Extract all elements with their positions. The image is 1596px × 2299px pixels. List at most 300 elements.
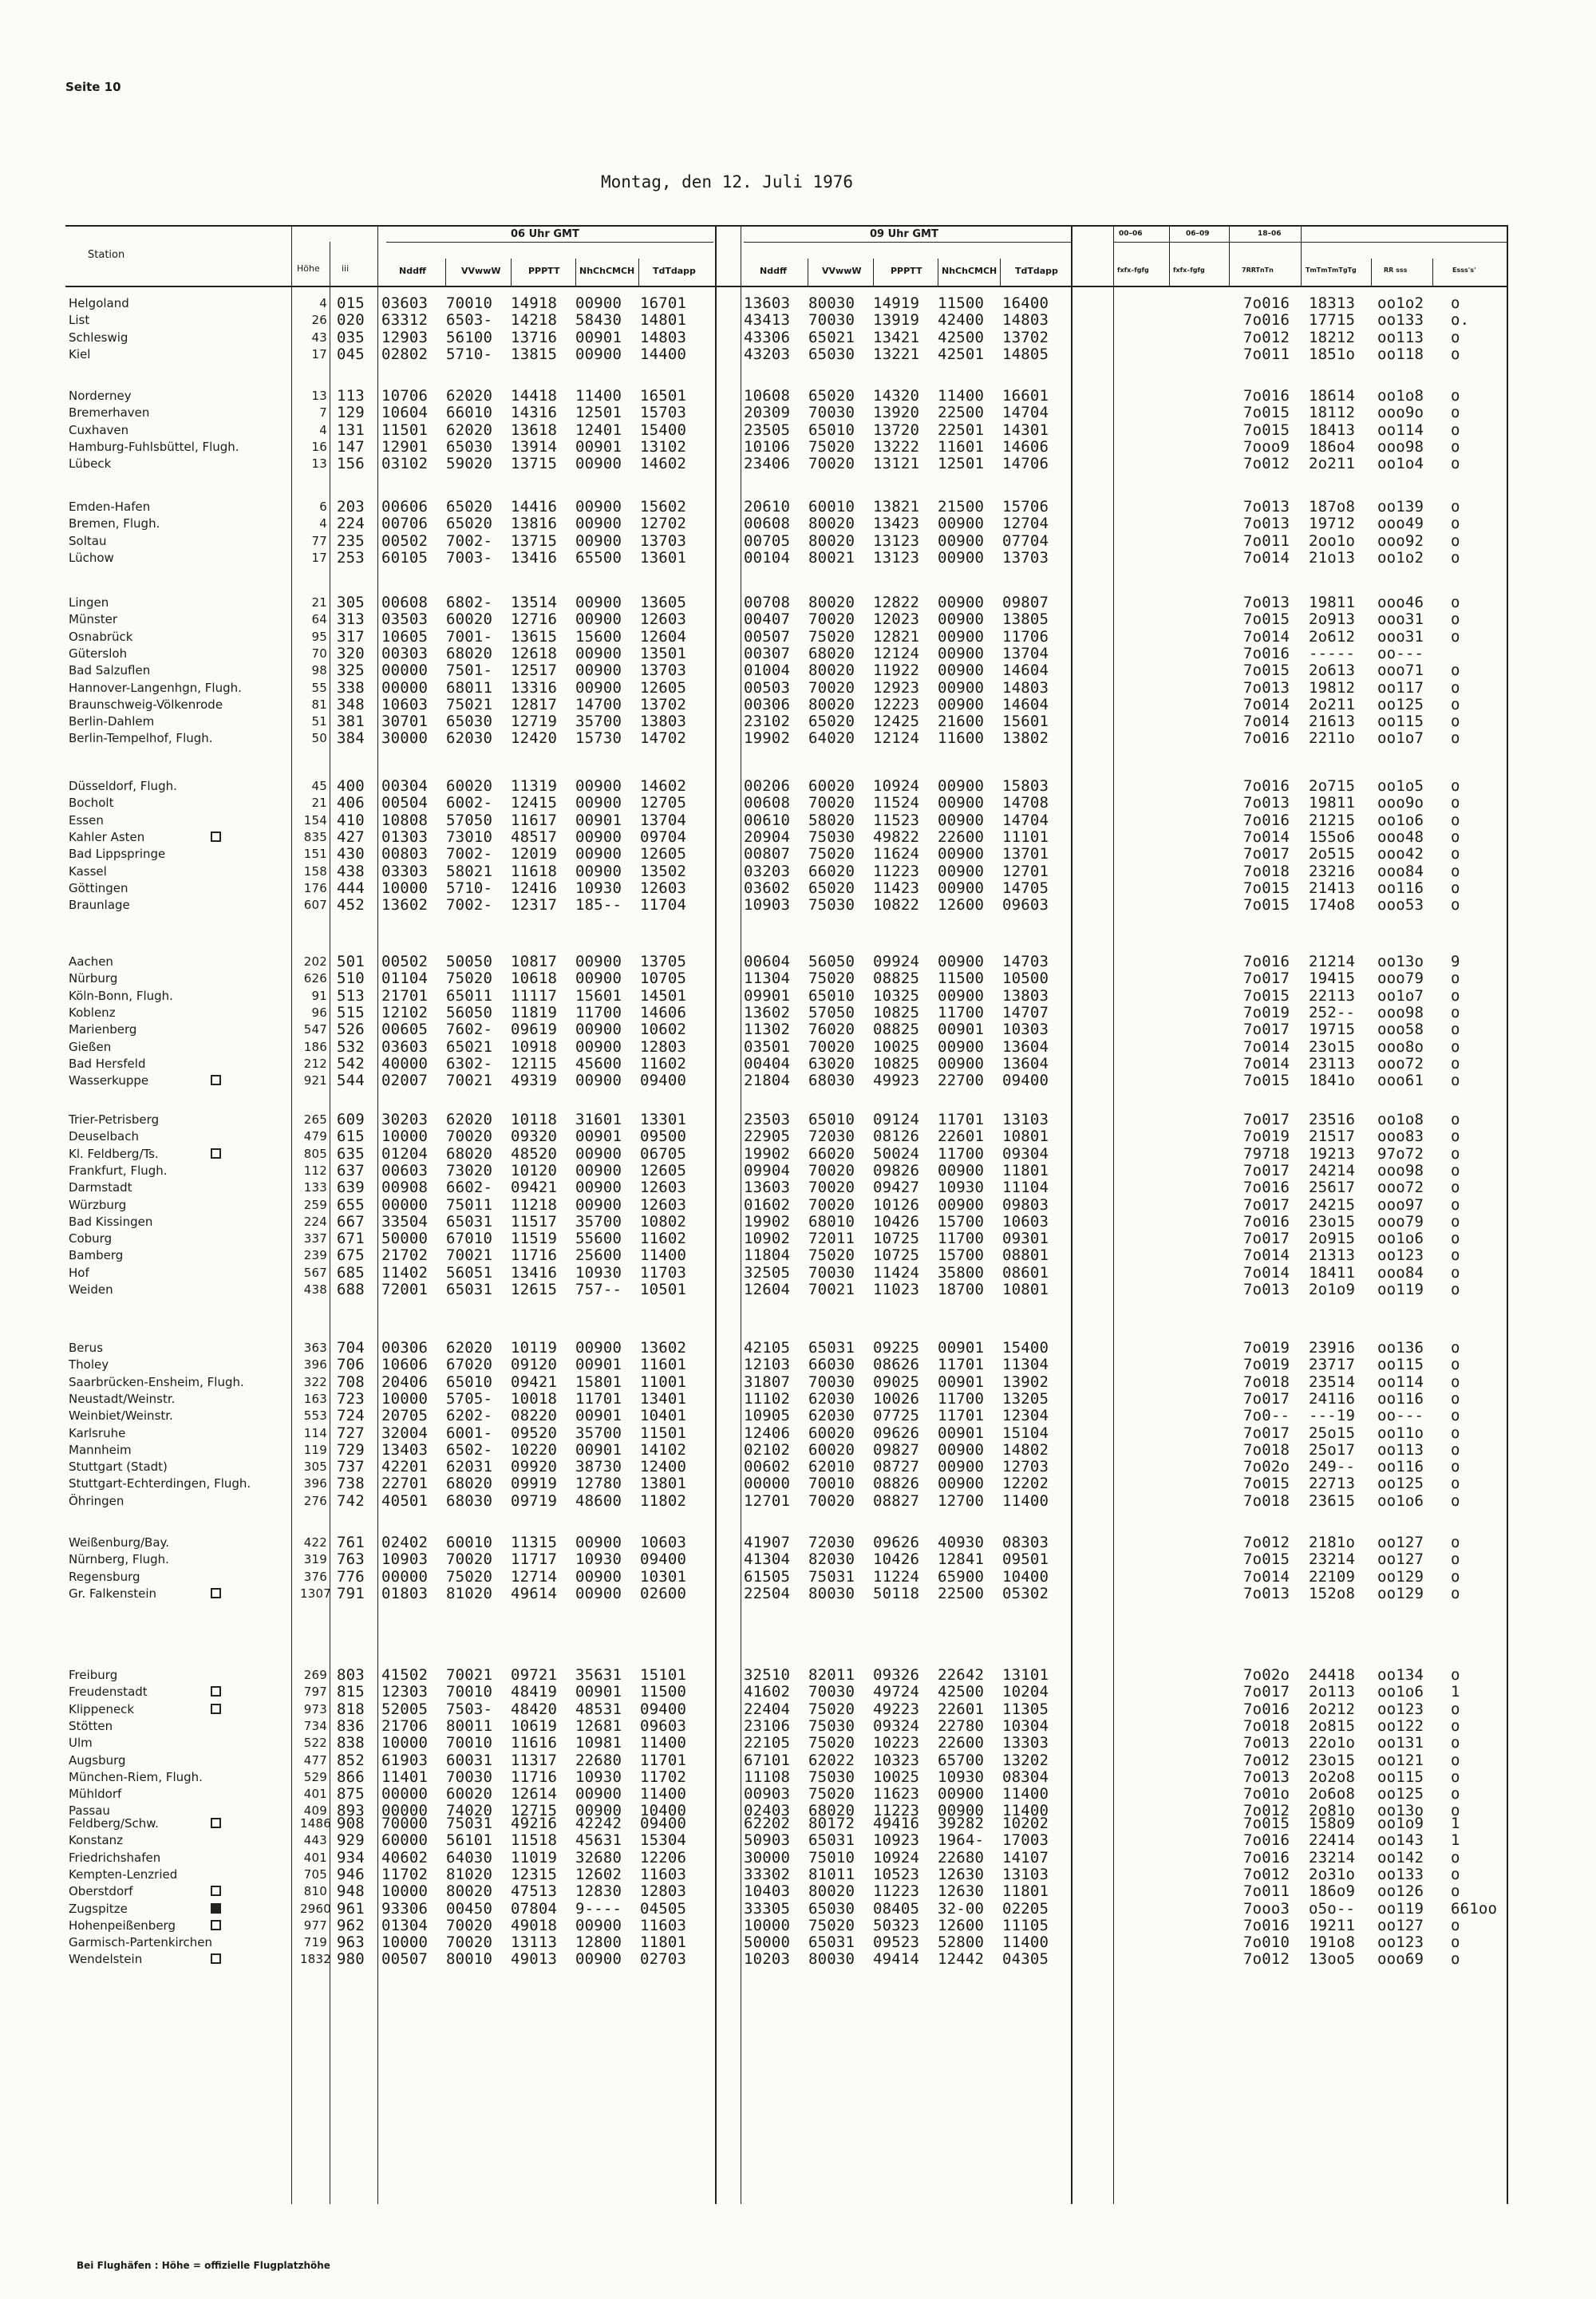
- table-row: [0, 1373, 1596, 1391]
- extra-tmtm: 2o815: [1309, 1716, 1356, 1735]
- extra-esss: o: [1451, 695, 1460, 713]
- table-row: [0, 1950, 1596, 1968]
- square-icon: [211, 832, 221, 842]
- obs06-value: 09704: [640, 828, 687, 846]
- extra-7rrtntn: 7o012: [1243, 1802, 1290, 1820]
- table-row: [0, 498, 1596, 515]
- table-row: [0, 777, 1596, 795]
- station-index: 305: [337, 594, 365, 611]
- station-name: Wendelstein: [69, 1952, 143, 1967]
- obs09-value: 15400: [1002, 1339, 1049, 1357]
- obs09-value: 00900: [938, 594, 985, 611]
- extra-7rrtntn: 7o018: [1243, 1440, 1290, 1459]
- obs06-value: 10401: [640, 1407, 687, 1425]
- station-index: 035: [337, 328, 365, 346]
- extra-7rrtntn: 7o014: [1243, 1037, 1290, 1056]
- extra-esss: o: [1451, 1263, 1460, 1282]
- station-elevation: 45: [311, 779, 327, 793]
- extra-7rrtntn: 79718: [1243, 1144, 1290, 1163]
- obs09-value: 62022: [808, 1751, 855, 1769]
- extra-7rrtntn: 7o013: [1243, 498, 1290, 515]
- obs06-value: 10119: [511, 1339, 558, 1357]
- obs06-value: 00900: [575, 662, 622, 680]
- obs09-value: 08727: [873, 1458, 920, 1476]
- station-elevation: 43: [311, 330, 327, 345]
- table-row: [0, 1213, 1596, 1230]
- extra-7rrtntn: 7o015: [1243, 1550, 1290, 1569]
- obs09-value: 10303: [1002, 1021, 1049, 1039]
- obs06-value: 11801: [640, 1934, 687, 1952]
- obs09-value: 80020: [808, 695, 855, 713]
- obs06-value: 5710-: [446, 345, 493, 363]
- obs09-value: 11302: [744, 1021, 791, 1039]
- extra-rr-sss: oo113: [1377, 328, 1424, 346]
- extra-7rrtntn: 7o018: [1243, 862, 1290, 880]
- obs09-value: 00503: [744, 678, 791, 697]
- station-index: 948: [337, 1882, 365, 1901]
- obs09-value: 80030: [808, 1584, 855, 1602]
- obs06-value: 10118: [511, 1111, 558, 1128]
- obs09-value: 49414: [873, 1950, 920, 1969]
- obs09-value: 09523: [873, 1934, 920, 1952]
- extra-7rrtntn: 7o016: [1243, 953, 1290, 970]
- station-elevation: 158: [303, 863, 327, 879]
- extra-esss: o: [1451, 610, 1460, 629]
- station-index: 203: [337, 498, 365, 515]
- obs09-value: 00608: [744, 794, 791, 812]
- obs06-value: 12604: [640, 627, 687, 646]
- extra-tmtm: 23113: [1309, 1054, 1356, 1072]
- obs06-value: 00450: [446, 1899, 493, 1918]
- table-row: [0, 970, 1596, 987]
- obs09-value: 80020: [808, 594, 855, 611]
- obs06-value: 13703: [640, 531, 687, 550]
- table-row: [0, 1038, 1596, 1056]
- station-name: Lübeck: [69, 456, 112, 472]
- obs06-value: 12702: [640, 515, 687, 533]
- obs09-value: 11101: [1002, 828, 1049, 846]
- obs09-value: 12703: [1002, 1458, 1049, 1476]
- square-icon: [211, 1686, 221, 1697]
- station-name: Würzburg: [69, 1197, 127, 1212]
- obs06-value: 67020: [446, 1356, 493, 1374]
- obs06-value: 10808: [381, 811, 429, 829]
- square-icon: [211, 1148, 221, 1159]
- obs09-value: 75020: [808, 1785, 855, 1803]
- station-index: 430: [337, 845, 365, 863]
- obs06-value: 56050: [446, 1003, 493, 1021]
- obs09-value: 33302: [744, 1865, 791, 1883]
- extra-tmtm: 18413: [1309, 421, 1356, 439]
- station-index: 532: [337, 1037, 365, 1056]
- obs06-value: 00900: [575, 498, 622, 515]
- obs06-value: 11603: [640, 1865, 687, 1883]
- obs06-value: 00900: [575, 1567, 622, 1586]
- obs06-value: 22680: [575, 1751, 622, 1769]
- obs06-value: 15600: [575, 627, 622, 646]
- obs09-value: 15803: [1002, 777, 1049, 795]
- station-name: Feldberg/Schw.: [69, 1816, 159, 1831]
- obs06-value: 13715: [511, 455, 558, 473]
- obs09-value: 22680: [938, 1848, 985, 1866]
- obs06-value: 48520: [511, 1144, 558, 1163]
- obs09-value: 56050: [808, 953, 855, 970]
- obs09-value: 10930: [938, 1768, 985, 1786]
- obs06-value: 67010: [446, 1230, 493, 1248]
- extra-rr-sss: oo123: [1377, 1246, 1424, 1265]
- obs09-value: 80021: [808, 548, 855, 567]
- obs09-value: 12202: [1002, 1475, 1049, 1493]
- station-name: Kiel: [69, 346, 91, 361]
- obs06-value: 12705: [640, 794, 687, 812]
- obs06-value: 35631: [575, 1666, 622, 1684]
- obs06-value: 58021: [446, 862, 493, 880]
- obs06-value: 65031: [446, 1281, 493, 1298]
- station-name: Bremerhaven: [69, 405, 150, 421]
- extra-rr-sss: ooo72: [1377, 1179, 1424, 1197]
- station-name: Karlsruhe: [69, 1425, 126, 1440]
- extra-7rrtntn: 7o016: [1243, 777, 1290, 795]
- table-row: [0, 438, 1596, 456]
- station-index: 729: [337, 1440, 365, 1459]
- obs09-value: 19902: [744, 1212, 791, 1230]
- obs09-value: 15104: [1002, 1424, 1049, 1442]
- obs06-value: 07804: [511, 1899, 558, 1918]
- station-name: Klippeneck: [69, 1701, 135, 1716]
- station-index: 338: [337, 678, 365, 697]
- station-name: Kempten-Lenzried: [69, 1866, 178, 1882]
- obs06-value: 09400: [640, 1700, 687, 1718]
- extra-tmtm: 23214: [1309, 1550, 1356, 1569]
- obs06-value: 58430: [575, 311, 622, 330]
- obs06-value: 60031: [446, 1751, 493, 1769]
- obs09-value: 68010: [808, 1212, 855, 1230]
- col06-vvwww: VVwwW: [461, 266, 501, 276]
- station-elevation: 64: [311, 612, 327, 627]
- obs06-value: 13816: [511, 515, 558, 533]
- station-elevation: 529: [303, 1769, 327, 1784]
- obs09-value: 09826: [873, 1161, 920, 1179]
- rule: [873, 259, 874, 287]
- extra-rr-sss: oo125: [1377, 1785, 1424, 1803]
- obs06-value: 00502: [381, 531, 429, 550]
- station-index: 818: [337, 1700, 365, 1718]
- station-name: Nürburg: [69, 971, 118, 986]
- square-icon: [211, 1920, 221, 1930]
- obs06-value: 00901: [575, 1356, 622, 1374]
- table-row: [0, 515, 1596, 532]
- obs09-value: 14802: [1002, 1440, 1049, 1459]
- obs09-value: 10400: [1002, 1567, 1049, 1586]
- obs06-value: 10981: [575, 1734, 622, 1752]
- table-row: [0, 1407, 1596, 1424]
- extra-tmtm: 18614: [1309, 387, 1356, 405]
- extra-7rrtntn: 7o013: [1243, 678, 1290, 697]
- obs09-value: 00900: [938, 610, 985, 629]
- obs09-value: 57050: [808, 1003, 855, 1021]
- station-index: 963: [337, 1934, 365, 1952]
- obs06-value: 00900: [575, 1916, 622, 1934]
- obs09-value: 50903: [744, 1831, 791, 1850]
- obs09-value: 80020: [808, 662, 855, 680]
- station-elevation: 973: [303, 1701, 327, 1716]
- obs06-value: 12614: [511, 1785, 558, 1803]
- obs06-value: 00900: [575, 1179, 622, 1197]
- obs06-value: 10930: [575, 1550, 622, 1569]
- extra-7rrtntn: 7o015: [1243, 1815, 1290, 1832]
- obs06-value: 12803: [640, 1882, 687, 1901]
- obs06-value: 11319: [511, 777, 558, 795]
- extra-esss: o: [1451, 1373, 1460, 1391]
- station-elevation: 477: [303, 1752, 327, 1768]
- obs09-value: 13103: [1002, 1111, 1049, 1128]
- extra-esss: o: [1451, 1734, 1460, 1752]
- obs09-value: 00900: [938, 678, 985, 697]
- obs09-value: 70021: [808, 1281, 855, 1298]
- extra-rr-sss: ooo31: [1377, 627, 1424, 646]
- obs09-value: 00206: [744, 777, 791, 795]
- extra-7rrtntn: 7o017: [1243, 1230, 1290, 1248]
- station-elevation: 553: [303, 1408, 327, 1424]
- obs09-value: 22500: [938, 1584, 985, 1602]
- obs09-value: 70020: [808, 455, 855, 473]
- station-index: 348: [337, 695, 365, 713]
- obs09-value: 19902: [744, 1144, 791, 1163]
- obs06-value: 7602-: [446, 1021, 493, 1039]
- obs09-value: 63020: [808, 1054, 855, 1072]
- obs09-value: 11223: [873, 862, 920, 880]
- obs09-value: 14708: [1002, 794, 1049, 812]
- obs06-value: 00900: [575, 455, 622, 473]
- station-name: Göttingen: [69, 880, 128, 895]
- obs09-value: 62030: [808, 1389, 855, 1408]
- col-7rrtntn: 7RRTnTn: [1242, 267, 1274, 274]
- station-name: Saarbrücken-Ensheim, Flugh.: [69, 1374, 244, 1389]
- obs09-value: 65020: [808, 879, 855, 897]
- obs09-value: 10403: [744, 1882, 791, 1901]
- obs09-value: 23102: [744, 713, 791, 731]
- extra-tmtm: 22109: [1309, 1567, 1356, 1586]
- extra-7rrtntn: 7o016: [1243, 1831, 1290, 1850]
- obs09-value: 13421: [873, 328, 920, 346]
- col09-nddff: Nddff: [760, 266, 787, 276]
- obs06-value: 00900: [575, 594, 622, 611]
- extra-esss: o: [1451, 1195, 1460, 1214]
- table-row: [0, 1390, 1596, 1408]
- station-elevation: 396: [303, 1357, 327, 1373]
- obs06-value: 56051: [446, 1263, 493, 1282]
- obs09-value: 32505: [744, 1263, 791, 1282]
- obs06-value: 13801: [640, 1475, 687, 1493]
- col-fxfx-1: fxfx–fgfg: [1117, 267, 1149, 274]
- obs06-value: 11400: [640, 1246, 687, 1265]
- obs06-value: 11400: [640, 1785, 687, 1803]
- obs09-value: 43413: [744, 311, 791, 330]
- station-elevation: 7: [319, 405, 327, 421]
- extra-rr-sss: oo1o7: [1377, 986, 1424, 1005]
- obs06-value: 55600: [575, 1230, 622, 1248]
- obs09-value: 11305: [1002, 1700, 1049, 1718]
- obs09-value: 41602: [744, 1683, 791, 1701]
- station-index: 791: [337, 1584, 365, 1602]
- obs09-value: 72030: [808, 1128, 855, 1146]
- table-row: [0, 662, 1596, 679]
- obs09-value: 11223: [873, 1802, 920, 1820]
- station-elevation: 4: [319, 422, 327, 437]
- obs09-value: 22600: [938, 828, 985, 846]
- obs09-value: 12701: [1002, 862, 1049, 880]
- obs06-value: 00900: [575, 1534, 622, 1551]
- obs06-value: 70021: [446, 1246, 493, 1265]
- obs06-value: 12780: [575, 1475, 622, 1493]
- obs09-value: 20309: [744, 404, 791, 422]
- table-row: [0, 1128, 1596, 1145]
- extra-rr-sss: ooo92: [1377, 531, 1424, 550]
- station-index: 020: [337, 311, 365, 330]
- obs09-value: 22700: [938, 1072, 985, 1090]
- station-index: 410: [337, 811, 365, 829]
- obs06-value: 5710-: [446, 879, 493, 897]
- station-index: 815: [337, 1683, 365, 1701]
- extra-7rrtntn: 7o017: [1243, 1111, 1290, 1128]
- col-06-09: 06–09: [1186, 230, 1210, 238]
- obs06-value: 48420: [511, 1700, 558, 1718]
- station-elevation: 797: [303, 1685, 327, 1700]
- obs09-value: 11423: [873, 879, 920, 897]
- obs06-value: 14602: [640, 455, 687, 473]
- obs06-value: 10930: [575, 1768, 622, 1786]
- extra-esss: o: [1451, 678, 1460, 697]
- extra-7rrtntn: 7o011: [1243, 345, 1290, 363]
- group-09-gmt: 09 Uhr GMT: [870, 228, 938, 240]
- extra-esss: o: [1451, 794, 1460, 812]
- obs06-value: 01304: [381, 1916, 429, 1934]
- obs09-value: 13803: [1002, 986, 1049, 1005]
- extra-tmtm: 2o211: [1309, 455, 1356, 473]
- obs06-value: 10603: [640, 1534, 687, 1551]
- obs09-value: 10203: [744, 1950, 791, 1969]
- obs09-value: 81011: [808, 1865, 855, 1883]
- obs09-value: 11500: [938, 294, 985, 312]
- obs09-value: 11801: [1002, 1161, 1049, 1179]
- extra-tmtm: 23216: [1309, 862, 1356, 880]
- station-elevation: 13: [311, 389, 327, 403]
- obs09-value: 01004: [744, 662, 791, 680]
- obs06-value: 41502: [381, 1666, 429, 1684]
- obs09-value: 13604: [1002, 1054, 1049, 1072]
- table-row: [0, 863, 1596, 880]
- square-icon: [211, 1953, 221, 1964]
- obs06-value: 14400: [640, 345, 687, 363]
- obs06-value: 00900: [575, 1584, 622, 1602]
- obs09-value: 00900: [938, 1195, 985, 1214]
- obs06-value: 12602: [575, 1865, 622, 1883]
- table-row: [0, 1683, 1596, 1701]
- obs06-value: 00900: [575, 1339, 622, 1357]
- obs09-value: 12124: [873, 644, 920, 662]
- station-elevation: 401: [303, 1787, 327, 1802]
- obs09-value: 11701: [938, 1407, 985, 1425]
- obs09-value: 12501: [938, 455, 985, 473]
- obs06-value: 10000: [381, 879, 429, 897]
- extra-rr-sss: oo133: [1377, 311, 1424, 330]
- rule: [1301, 225, 1302, 287]
- obs06-value: 65020: [446, 498, 493, 515]
- station-elevation: 626: [303, 971, 327, 986]
- station-name: Frankfurt, Flugh.: [69, 1163, 168, 1178]
- obs09-value: 11700: [938, 1003, 985, 1021]
- obs06-value: 00900: [575, 678, 622, 697]
- extra-esss: o: [1451, 713, 1460, 731]
- obs09-value: 10608: [744, 387, 791, 405]
- obs09-value: 11424: [873, 1263, 920, 1282]
- obs09-value: 21600: [938, 713, 985, 731]
- obs06-value: 14700: [575, 695, 622, 713]
- obs06-value: 13403: [381, 1440, 429, 1459]
- obs06-value: 70000: [381, 1815, 429, 1832]
- station-index: 400: [337, 777, 365, 795]
- station-elevation: 176: [303, 880, 327, 895]
- obs09-value: 12223: [873, 695, 920, 713]
- rule: [65, 225, 1508, 227]
- table-row: [0, 1230, 1596, 1247]
- obs09-value: 65700: [938, 1751, 985, 1769]
- extra-rr-sss: oo123: [1377, 1934, 1424, 1952]
- station-name: Kahler Asten: [69, 829, 145, 844]
- filled-square-icon: [211, 1903, 221, 1914]
- obs09-value: 21804: [744, 1072, 791, 1090]
- square-icon: [211, 1075, 221, 1085]
- obs06-value: 09520: [511, 1424, 558, 1442]
- station-name: Darmstadt: [69, 1180, 132, 1195]
- station-index: 635: [337, 1144, 365, 1163]
- obs06-value: 00000: [381, 1195, 429, 1214]
- obs09-value: 14705: [1002, 879, 1049, 897]
- obs06-value: 6602-: [446, 1179, 493, 1197]
- station-index: 131: [337, 421, 365, 439]
- obs09-value: 09124: [873, 1111, 920, 1128]
- obs06-value: 12416: [511, 879, 558, 897]
- extra-7rrtntn: 7o019: [1243, 1003, 1290, 1021]
- footnote: Bei Flughäfen : Höhe = offizielle Flugplatzhöhe: [77, 2260, 330, 2271]
- table-row: [0, 1072, 1596, 1089]
- station-index: 671: [337, 1230, 365, 1248]
- square-icon: [211, 1704, 221, 1714]
- extra-7rrtntn: 7o014: [1243, 1246, 1290, 1265]
- obs06-value: 7503-: [446, 1700, 493, 1718]
- obs06-value: 75020: [446, 1567, 493, 1586]
- extra-tmtm: 23717: [1309, 1356, 1356, 1374]
- obs09-value: 22601: [938, 1128, 985, 1146]
- extra-esss: o: [1451, 845, 1460, 863]
- extra-rr-sss: oo1o4: [1377, 455, 1424, 473]
- extra-rr-sss: ooo53: [1377, 896, 1424, 914]
- obs06-value: 13705: [640, 953, 687, 970]
- obs09-value: 80020: [808, 1882, 855, 1901]
- obs06-value: 00901: [575, 1683, 622, 1701]
- table-row: [0, 812, 1596, 829]
- extra-tmtm: 155o6: [1309, 828, 1356, 846]
- obs09-value: 00507: [744, 627, 791, 646]
- extra-tmtm: 17715: [1309, 311, 1356, 330]
- obs09-value: 10426: [873, 1550, 920, 1569]
- obs09-value: 10825: [873, 1003, 920, 1021]
- obs06-value: 35700: [575, 1212, 622, 1230]
- obs06-value: 70030: [446, 1768, 493, 1786]
- obs06-value: 13914: [511, 437, 558, 456]
- obs06-value: 70021: [446, 1072, 493, 1090]
- obs09-value: 31807: [744, 1373, 791, 1391]
